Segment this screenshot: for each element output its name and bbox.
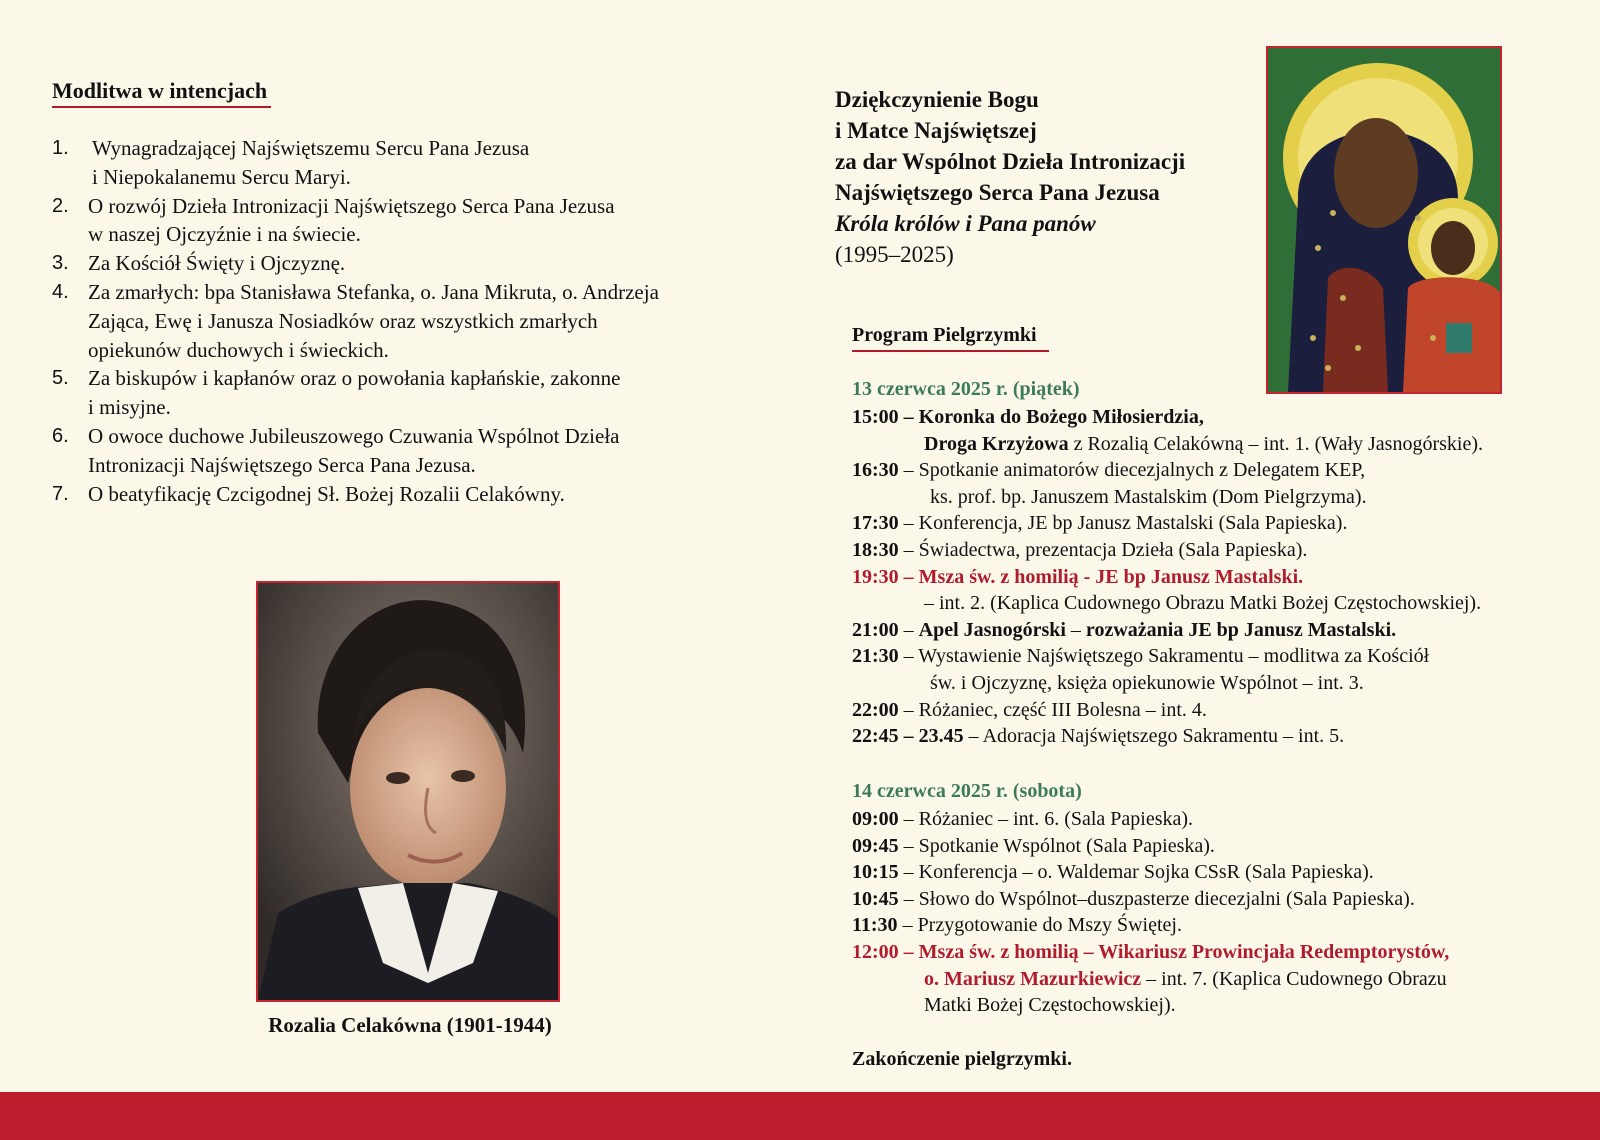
- list-item: 4. Za zmarłych: bpa Stanisława Stefanka, o. Jana Mikruta, o. Andrzeja Zająca, Ewę i Janusza Nosiadków oraz wszystkich zmarłych opiekunów duchowych i świeckich.: [52, 279, 659, 362]
- list-item: 17:30 – Konferencja, JE bp Janusz Mastalski (Sala Papieska).: [852, 512, 1348, 535]
- list-item: 22:45 – 23.45 – Adoracja Najświętszego Sakramentu – int. 5.: [852, 725, 1345, 748]
- list-item: 1. Wynagradzającej Najświętszemu Sercu Pana Jezusa i Niepokalanemu Sercu Maryi.: [52, 136, 530, 189]
- madonna-illustration: [1268, 48, 1500, 392]
- schedule-list-saturday: [852, 806, 1572, 1019]
- portrait-illustration: [258, 583, 558, 1000]
- list-item: Droga Krzyżowa z Rozalią Celakówną – int. 1. (Wały Jasnogórskie).: [924, 432, 1483, 455]
- day-heading-friday: 13 czerwca 2025 r. (piątek): [852, 378, 1080, 400]
- list-item: św. i Ojczyznę, księża opiekunowie Wspólnot – int. 3.: [930, 671, 1364, 694]
- list-item: 16:30 – Spotkanie animatorów diecezjalnych z Delegatem KEP,: [852, 459, 1366, 482]
- program-section-title: Program Pielgrzymki: [852, 324, 1049, 352]
- list-item: 15:00 – Koronka do Bożego Miłosierdzia,: [852, 406, 1204, 428]
- prayer-section-title: Modlitwa w intencjach: [52, 78, 271, 108]
- list-item: 2. O rozwój Dzieła Intronizacji Najświętszego Serca Pana Jezusa w naszej Ojczyźnie i na świecie.: [52, 193, 615, 247]
- list-item: 7. O beatyfikację Czcigodnej Sł. Bożej Rozalii Celakówny.: [52, 481, 565, 506]
- intentions-list: [52, 134, 772, 508]
- list-item: 09:00 – Różaniec – int. 6. (Sala Papieska).: [852, 808, 1194, 830]
- list-item: 22:00 – Różaniec, część III Bolesna – int. 4.: [852, 698, 1207, 721]
- portrait-caption: Rozalia Celakówna (1901-1944): [268, 1013, 552, 1037]
- day-heading-saturday: 14 czerwca 2025 r. (sobota): [852, 780, 1082, 802]
- list-item: 09:45 – Spotkanie Wspólnot (Sala Papieska).: [852, 834, 1215, 857]
- list-item: o. Mariusz Mazurkiewicz – int. 7. (Kaplica Cudownego Obrazu: [924, 967, 1447, 990]
- closing-text: Zakończenie pielgrzymki.: [852, 1048, 1072, 1070]
- list-item: 21:30 – Wystawienie Najświętszego Sakramentu – modlitwa za Kościół: [852, 645, 1430, 668]
- list-item: – int. 2. (Kaplica Cudownego Obrazu Matki Bożej Częstochowskiej).: [924, 592, 1482, 615]
- list-item: 10:15 – Konferencja – o. Waldemar Sojka CSsR (Sala Papieska).: [852, 861, 1374, 884]
- portrait-image: [256, 581, 560, 1002]
- list-item-highlight: 19:30 – Msza św. z homilią - JE bp Janusz Mastalski.: [852, 565, 1304, 588]
- list-item: 21:00 – Apel Jasnogórski – rozważania JE bp Janusz Mastalski.: [852, 618, 1397, 641]
- list-item: 6. O owoce duchowe Jubileuszowego Czuwania Wspólnot Dzieła Intronizacji Najświętszego Serca Pana Jezusa.: [52, 423, 620, 477]
- footer-bar: [0, 1092, 1600, 1140]
- madonna-icon-image: [1266, 46, 1502, 394]
- list-item: ks. prof. bp. Januszem Mastalskim (Dom Pielgrzyma).: [930, 485, 1367, 508]
- page-title: Dziękczynienie Bogu i Matce Najświętszej za dar Wspólnot Dzieła Intronizacji Najświętszego Serca Pana Jezusa Króla królów i Pana panów (1995–2025): [835, 87, 1186, 267]
- list-item: 10:45 – Słowo do Wspólnot–duszpasterze diecezjalni (Sala Papieska).: [852, 887, 1415, 910]
- list-item: 11:30 – Przygotowanie do Mszy Świętej.: [852, 914, 1182, 937]
- list-item: 18:30 – Świadectwa, prezentacja Dzieła (Sala Papieska).: [852, 538, 1308, 561]
- schedule-list-friday: [852, 404, 1572, 750]
- list-item: 5. Za biskupów i kapłanów oraz o powołania kapłańskie, zakonne i misyjne.: [52, 366, 621, 420]
- list-item: Matki Bożej Częstochowskiej).: [924, 994, 1176, 1017]
- list-item-highlight: 12:00 – Msza św. z homilią – Wikariusz Prowincjała Redemptorystów,: [852, 940, 1450, 963]
- list-item: 3. Za Kościół Święty i Ojczyznę.: [52, 251, 346, 276]
